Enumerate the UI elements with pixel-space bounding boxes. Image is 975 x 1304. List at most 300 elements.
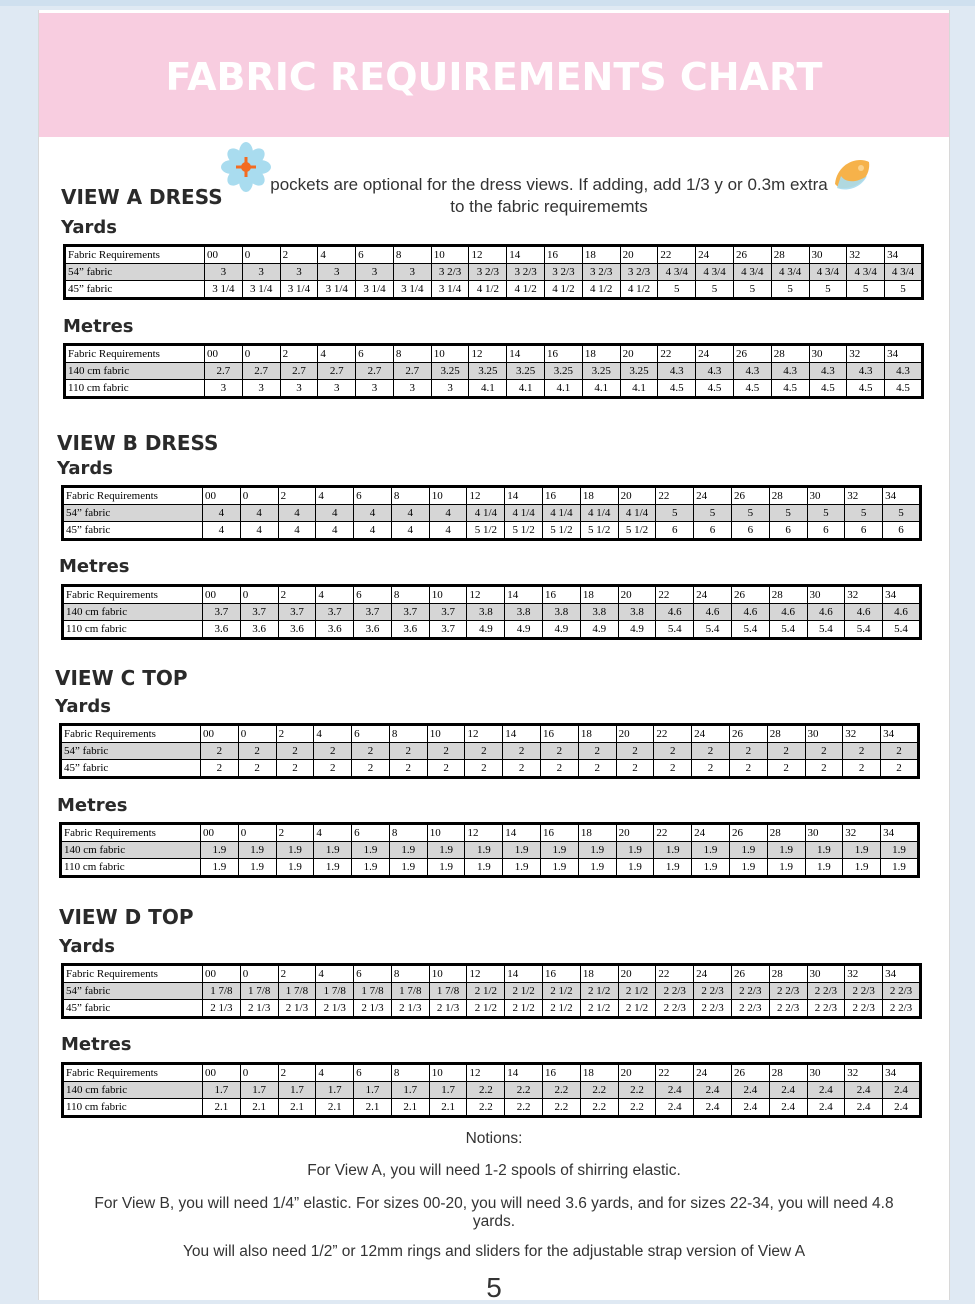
size-cell: 20 (618, 487, 656, 505)
value-cell: 2 1/2 (618, 1000, 656, 1018)
value-cell: 1.9 (616, 842, 654, 859)
value-cell: 1.9 (805, 842, 843, 859)
value-cell: 1.9 (767, 859, 805, 877)
value-cell: 3 (280, 380, 318, 398)
value-cell: 2 1/3 (391, 1000, 429, 1018)
value-cell: 5 (696, 281, 734, 299)
size-cell: 26 (731, 586, 769, 604)
size-cell: 22 (656, 487, 694, 505)
value-cell: 4.5 (847, 380, 885, 398)
value-cell: 3 (431, 380, 469, 398)
size-cell: 14 (505, 586, 543, 604)
size-cell: 6 (354, 586, 392, 604)
size-cell: 34 (883, 586, 921, 604)
value-cell: 2.4 (845, 1082, 883, 1099)
value-cell: 4.3 (733, 363, 771, 380)
size-cell: 0 (242, 345, 280, 363)
value-cell: 3.8 (543, 604, 581, 621)
size-cell: 8 (391, 1064, 429, 1082)
value-cell: 1 7/8 (391, 983, 429, 1000)
value-cell: 3 1/4 (356, 281, 394, 299)
size-cell: 26 (731, 965, 769, 983)
value-cell: 2.4 (769, 1099, 807, 1117)
value-cell: 2 (465, 760, 503, 778)
size-cell: 24 (694, 586, 732, 604)
value-cell: 3.8 (505, 604, 543, 621)
value-cell: 6 (845, 522, 883, 540)
size-cell: 18 (580, 586, 618, 604)
size-cell: 4 (316, 965, 354, 983)
row-label-cell: 110 cm fabric (61, 859, 201, 877)
size-cell: 18 (580, 487, 618, 505)
value-cell: 2 1/2 (618, 983, 656, 1000)
size-cell: 8 (393, 246, 431, 264)
value-cell: 4.6 (845, 604, 883, 621)
size-cell: 28 (769, 965, 807, 983)
value-cell: 4.1 (545, 380, 583, 398)
value-cell: 2 (541, 760, 579, 778)
value-cell: 2 (692, 743, 730, 760)
size-cell: 32 (847, 246, 885, 264)
row-label-cell: 140 cm fabric (61, 842, 201, 859)
value-cell: 3 (318, 264, 356, 281)
value-cell: 3 1/4 (431, 281, 469, 299)
value-cell: 2 1/2 (505, 983, 543, 1000)
value-cell: 1.9 (729, 842, 767, 859)
view-d-heading: VIEW D TOP (59, 905, 194, 929)
size-cell: 26 (729, 725, 767, 743)
value-cell: 1.7 (391, 1082, 429, 1099)
row-label-cell: Fabric Requirements (63, 487, 203, 505)
view-a-yards-table (63, 244, 924, 300)
size-cell: 22 (656, 586, 694, 604)
value-cell: 1.9 (692, 842, 730, 859)
value-cell: 3 (393, 264, 431, 281)
size-cell: 32 (845, 965, 883, 983)
size-cell: 26 (733, 345, 771, 363)
size-cell: 26 (731, 1064, 769, 1082)
value-cell: 2 2/3 (656, 983, 694, 1000)
value-cell: 2 2/3 (694, 983, 732, 1000)
size-cell: 16 (541, 824, 579, 842)
size-cell: 30 (807, 487, 845, 505)
value-cell: 1.9 (201, 859, 239, 877)
size-cell: 24 (696, 246, 734, 264)
value-cell: 2 (843, 743, 881, 760)
value-cell: 2.7 (318, 363, 356, 380)
value-cell: 3 (280, 264, 318, 281)
fabric-row (65, 363, 923, 380)
value-cell: 3 (242, 264, 280, 281)
size-cell: 20 (616, 824, 654, 842)
size-cell: 18 (578, 824, 616, 842)
row-label-cell: 54” fabric (65, 264, 205, 281)
value-cell: 2 1/2 (543, 983, 581, 1000)
value-cell: 5 (845, 505, 883, 522)
notions-heading: Notions: (465, 1130, 523, 1147)
value-cell: 2 2/3 (883, 1000, 921, 1018)
value-cell: 2.7 (280, 363, 318, 380)
view-d-yards-label: Yards (59, 936, 116, 957)
size-cell: 34 (883, 965, 921, 983)
value-cell: 3 1/4 (280, 281, 318, 299)
value-cell: 5 (809, 281, 847, 299)
value-cell: 2 (767, 743, 805, 760)
value-cell: 3 1/4 (242, 281, 280, 299)
value-cell: 1.9 (881, 859, 919, 877)
size-cell: 28 (769, 487, 807, 505)
value-cell: 5 1/2 (580, 522, 618, 540)
row-label-cell: 54” fabric (61, 743, 201, 760)
value-cell: 5 (771, 281, 809, 299)
value-cell: 1.9 (352, 859, 390, 877)
value-cell: 4.3 (847, 363, 885, 380)
view-c-metres-label: Metres (57, 795, 128, 816)
size-cell: 2 (280, 345, 318, 363)
value-cell: 2.4 (845, 1099, 883, 1117)
value-cell: 2.4 (883, 1099, 921, 1117)
value-cell: 1.9 (276, 842, 314, 859)
value-cell: 2 (238, 760, 276, 778)
value-cell: 5 (769, 505, 807, 522)
value-cell: 5 (694, 505, 732, 522)
value-cell: 2.4 (807, 1099, 845, 1117)
value-cell: 3.25 (545, 363, 583, 380)
fabric-row (65, 281, 923, 299)
row-label-cell: 54” fabric (63, 505, 203, 522)
view-c-yards-table (59, 723, 920, 779)
value-cell: 2 (427, 743, 465, 760)
size-cell: 2 (276, 824, 314, 842)
size-cell: 10 (429, 1064, 467, 1082)
value-cell: 6 (731, 522, 769, 540)
value-cell: 4 1/2 (469, 281, 507, 299)
value-cell: 3.25 (431, 363, 469, 380)
size-cell: 26 (733, 246, 771, 264)
row-label-cell: 45” fabric (63, 1000, 203, 1018)
size-cell: 6 (354, 1064, 392, 1082)
size-cell: 0 (240, 965, 278, 983)
size-cell: 14 (505, 487, 543, 505)
value-cell: 1.9 (843, 859, 881, 877)
value-cell: 1 7/8 (278, 983, 316, 1000)
fabric-row (63, 604, 921, 621)
value-cell: 4.5 (771, 380, 809, 398)
value-cell: 3.7 (278, 604, 316, 621)
row-label-cell: 140 cm fabric (63, 604, 203, 621)
value-cell: 3.6 (240, 621, 278, 639)
value-cell: 1 7/8 (429, 983, 467, 1000)
size-cell: 14 (503, 725, 541, 743)
fabric-row (61, 842, 919, 859)
size-cell: 34 (881, 824, 919, 842)
value-cell: 3.6 (278, 621, 316, 639)
value-cell: 2 1/3 (316, 1000, 354, 1018)
size-cell: 16 (545, 345, 583, 363)
value-cell: 2 (541, 743, 579, 760)
value-cell: 5 (733, 281, 771, 299)
size-cell: 14 (503, 824, 541, 842)
value-cell: 4.5 (658, 380, 696, 398)
size-cell: 30 (809, 345, 847, 363)
value-cell: 3.8 (618, 604, 656, 621)
value-cell: 4.9 (543, 621, 581, 639)
row-label-cell: 45” fabric (65, 281, 205, 299)
value-cell: 2 2/3 (694, 1000, 732, 1018)
view-c-yards-label: Yards (55, 696, 112, 717)
value-cell: 4 1/2 (545, 281, 583, 299)
value-cell: 2 1/3 (354, 1000, 392, 1018)
size-cell: 2 (278, 487, 316, 505)
size-cell: 24 (694, 487, 732, 505)
value-cell: 2.7 (356, 363, 394, 380)
size-cell: 0 (240, 586, 278, 604)
size-cell: 16 (543, 1064, 581, 1082)
size-cell: 2 (278, 586, 316, 604)
value-cell: 3 1/4 (205, 281, 243, 299)
size-header-row (63, 1064, 921, 1082)
value-cell: 2.2 (543, 1082, 581, 1099)
value-cell: 4.6 (731, 604, 769, 621)
value-cell: 5 (656, 505, 694, 522)
value-cell: 4.3 (809, 363, 847, 380)
value-cell: 4.9 (467, 621, 505, 639)
size-cell: 22 (654, 725, 692, 743)
fabric-row (63, 1000, 921, 1018)
value-cell: 2 (427, 760, 465, 778)
value-cell: 3.25 (507, 363, 545, 380)
value-cell: 4.6 (694, 604, 732, 621)
value-cell: 2.7 (205, 363, 243, 380)
value-cell: 3.6 (316, 621, 354, 639)
size-cell: 22 (658, 246, 696, 264)
size-cell: 0 (240, 487, 278, 505)
value-cell: 1.7 (278, 1082, 316, 1099)
size-cell: 14 (505, 1064, 543, 1082)
value-cell: 3 (242, 380, 280, 398)
value-cell: 3.7 (429, 621, 467, 639)
size-cell: 4 (318, 345, 356, 363)
value-cell: 4 3/4 (847, 264, 885, 281)
size-cell: 24 (692, 824, 730, 842)
view-b-yards-table (61, 485, 922, 541)
size-cell: 20 (616, 725, 654, 743)
row-label-cell: Fabric Requirements (63, 586, 203, 604)
value-cell: 1.9 (389, 842, 427, 859)
size-cell: 20 (620, 345, 658, 363)
value-cell: 3.6 (354, 621, 392, 639)
value-cell: 3 2/3 (431, 264, 469, 281)
size-cell: 30 (809, 246, 847, 264)
size-cell: 4 (316, 1064, 354, 1082)
size-cell: 20 (618, 965, 656, 983)
size-cell: 28 (769, 586, 807, 604)
size-cell: 0 (240, 1064, 278, 1082)
value-cell: 2 2/3 (845, 1000, 883, 1018)
value-cell: 5 1/2 (543, 522, 581, 540)
value-cell: 2 (692, 760, 730, 778)
value-cell: 2 (729, 760, 767, 778)
value-cell: 2.7 (393, 363, 431, 380)
value-cell: 4 1/4 (505, 505, 543, 522)
value-cell: 1.9 (201, 842, 239, 859)
value-cell: 3.25 (620, 363, 658, 380)
value-cell: 2.4 (694, 1082, 732, 1099)
value-cell: 1.9 (314, 859, 352, 877)
row-label-cell: Fabric Requirements (63, 965, 203, 983)
value-cell: 1 7/8 (316, 983, 354, 1000)
value-cell: 3.8 (580, 604, 618, 621)
value-cell: 4 (354, 522, 392, 540)
value-cell: 1.9 (541, 859, 579, 877)
value-cell: 4 3/4 (809, 264, 847, 281)
size-cell: 16 (541, 725, 579, 743)
size-cell: 22 (656, 965, 694, 983)
size-header-row (65, 246, 923, 264)
value-cell: 2 (352, 760, 390, 778)
value-cell: 2 2/3 (807, 1000, 845, 1018)
value-cell: 1.9 (578, 842, 616, 859)
value-cell: 3 1/4 (393, 281, 431, 299)
size-cell: 00 (205, 246, 243, 264)
value-cell: 1.9 (465, 842, 503, 859)
size-cell: 28 (767, 824, 805, 842)
page-title: FABRIC REQUIREMENTS CHART (165, 55, 823, 99)
value-cell: 3.6 (391, 621, 429, 639)
value-cell: 4 (203, 505, 241, 522)
value-cell: 2 (843, 760, 881, 778)
value-cell: 3 (205, 264, 243, 281)
value-cell: 3.8 (467, 604, 505, 621)
size-cell: 16 (543, 965, 581, 983)
size-header-row (63, 487, 921, 505)
value-cell: 4.6 (769, 604, 807, 621)
value-cell: 5.4 (845, 621, 883, 639)
value-cell: 4 (429, 522, 467, 540)
value-cell: 2 (276, 743, 314, 760)
value-cell: 2.4 (883, 1082, 921, 1099)
value-cell: 2 2/3 (807, 983, 845, 1000)
size-cell: 20 (618, 1064, 656, 1082)
size-cell: 30 (805, 824, 843, 842)
value-cell: 5 1/2 (618, 522, 656, 540)
value-cell: 2.4 (807, 1082, 845, 1099)
value-cell: 4 (278, 522, 316, 540)
value-cell: 4.9 (580, 621, 618, 639)
value-cell: 2.2 (467, 1099, 505, 1117)
value-cell: 4.1 (620, 380, 658, 398)
value-cell: 6 (769, 522, 807, 540)
value-cell: 4 (391, 522, 429, 540)
viewer-top-strip (0, 0, 975, 6)
value-cell: 2 1/2 (467, 983, 505, 1000)
value-cell: 2.2 (580, 1099, 618, 1117)
value-cell: 3 1/4 (318, 281, 356, 299)
document-page (38, 10, 950, 1303)
value-cell: 1.9 (465, 859, 503, 877)
size-cell: 8 (389, 824, 427, 842)
size-cell: 10 (427, 824, 465, 842)
value-cell: 4.3 (696, 363, 734, 380)
value-cell: 4 (240, 522, 278, 540)
size-header-row (63, 965, 921, 983)
view-a-yards-label: Yards (61, 217, 118, 238)
value-cell: 2.2 (467, 1082, 505, 1099)
size-header-row (63, 586, 921, 604)
row-label-cell: 45” fabric (61, 760, 201, 778)
size-cell: 30 (807, 586, 845, 604)
value-cell: 2 1/3 (240, 1000, 278, 1018)
value-cell: 2 2/3 (731, 983, 769, 1000)
value-cell: 1 7/8 (354, 983, 392, 1000)
size-cell: 34 (883, 1064, 921, 1082)
size-cell: 4 (316, 487, 354, 505)
value-cell: 2 2/3 (656, 1000, 694, 1018)
size-cell: 18 (582, 345, 620, 363)
row-label-cell: 140 cm fabric (63, 1082, 203, 1099)
value-cell: 2.1 (391, 1099, 429, 1117)
size-cell: 00 (201, 725, 239, 743)
size-cell: 0 (242, 246, 280, 264)
size-cell: 8 (391, 487, 429, 505)
value-cell: 5 (883, 505, 921, 522)
row-label-cell: 110 cm fabric (63, 1099, 203, 1117)
size-cell: 0 (238, 725, 276, 743)
fabric-row (61, 859, 919, 877)
value-cell: 5.4 (656, 621, 694, 639)
value-cell: 2 (314, 743, 352, 760)
value-cell: 2 1/2 (580, 1000, 618, 1018)
size-cell: 2 (278, 1064, 316, 1082)
value-cell: 2 1/3 (278, 1000, 316, 1018)
row-label-cell: Fabric Requirements (65, 345, 205, 363)
value-cell: 2 1/2 (543, 1000, 581, 1018)
size-cell: 4 (316, 586, 354, 604)
size-cell: 00 (201, 824, 239, 842)
value-cell: 2 2/3 (845, 983, 883, 1000)
size-cell: 34 (885, 246, 923, 264)
size-cell: 6 (356, 246, 394, 264)
leaf-icon (831, 154, 873, 194)
fabric-row (61, 743, 919, 760)
value-cell: 2.1 (240, 1099, 278, 1117)
value-cell: 1 7/8 (203, 983, 241, 1000)
view-b-heading: VIEW B DRESS (57, 431, 219, 455)
size-cell: 8 (391, 965, 429, 983)
value-cell: 2 (276, 760, 314, 778)
value-cell: 2.2 (618, 1099, 656, 1117)
value-cell: 6 (883, 522, 921, 540)
size-cell: 10 (427, 725, 465, 743)
size-cell: 18 (578, 725, 616, 743)
view-d-metres-label: Metres (61, 1034, 132, 1055)
view-a-heading: VIEW A DRESS (61, 185, 223, 209)
value-cell: 2.2 (505, 1082, 543, 1099)
value-cell: 2 (805, 760, 843, 778)
size-cell: 32 (845, 1064, 883, 1082)
value-cell: 1.9 (389, 859, 427, 877)
fabric-row (63, 1099, 921, 1117)
fabric-row (63, 505, 921, 522)
size-cell: 34 (885, 345, 923, 363)
size-cell: 00 (203, 487, 241, 505)
value-cell: 2 (389, 760, 427, 778)
size-cell: 10 (429, 586, 467, 604)
value-cell: 3.7 (240, 604, 278, 621)
value-cell: 3 2/3 (469, 264, 507, 281)
value-cell: 3.25 (582, 363, 620, 380)
value-cell: 4.3 (771, 363, 809, 380)
